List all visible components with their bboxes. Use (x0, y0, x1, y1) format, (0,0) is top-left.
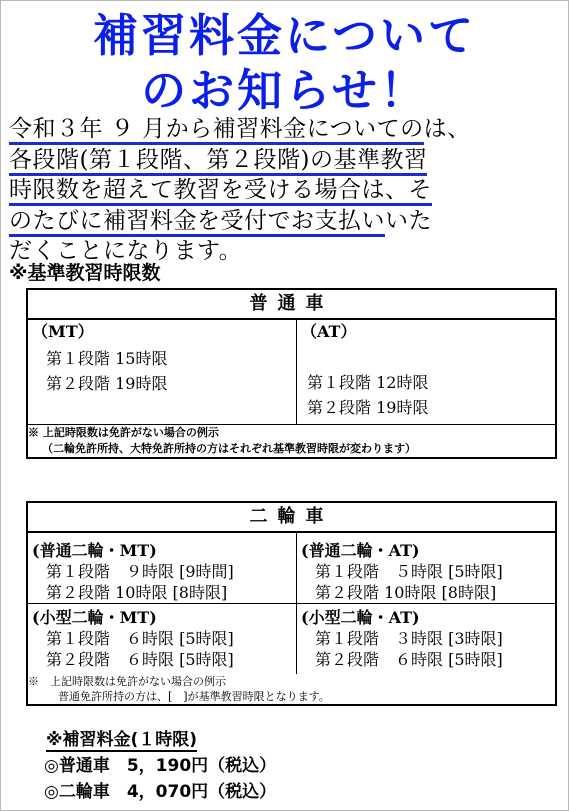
small-mt-stage-2: 第２段階 ６時限 [5時限] (46, 650, 234, 669)
ordinary-mt-label: (普通二輪・MT) (32, 541, 157, 560)
motorcycle-header: 二輪車 (27, 502, 556, 532)
motorcycle-small-mt-cell (27, 604, 297, 675)
motorcycle-note-line-2: 普通免許所持の方は、[ ]が基準教習時限となります。 (58, 690, 330, 703)
regular-car-header: 普通車 (27, 289, 556, 319)
title-line-1: 補習料金について (92, 9, 477, 62)
intro-date: 令和３年 ９ 月から (9, 116, 213, 145)
regular-mt-stage-2: 第２段階 19時限 (46, 374, 168, 393)
ordinary-at-label: (普通二輪・AT) (301, 541, 420, 560)
regular-at-stage-2: 第２段階 19時限 (307, 398, 429, 417)
intro-basis: 基準教習 (333, 147, 427, 176)
intro-ending: だくことになります。 (9, 238, 243, 264)
intro-fee-phrase: 補習料金についての (213, 116, 424, 145)
regular-note-line-2: （二輪免許所持、大特免許所持の方はそれぞれ基準教習時限が変わります） (42, 442, 416, 455)
regular-mt-stage-1: 第１段階 15時限 (46, 349, 168, 368)
title-line-2: のお知らせ！ (141, 64, 428, 117)
ordinary-at-stage-2: 第２段階 10時限 [8時限] (315, 583, 497, 602)
basis-heading: ※基準教習時限数 (9, 262, 161, 284)
intro-text-2: いた (385, 207, 432, 234)
motorcycle-note (27, 674, 556, 705)
motorcycle-ordinary-at-cell (297, 532, 557, 604)
fee-motorcycle: ◎二輪車 4，070円（税込） (44, 782, 277, 802)
fees-heading: ※補習料金(１時限) (46, 730, 198, 750)
small-at-label: (小型二輪・AT) (301, 608, 420, 627)
motorcycle-ordinary-mt-cell (27, 532, 297, 604)
ordinary-at-stage-1: 第１段階 ５時限 [5時限] (315, 562, 503, 581)
ordinary-mt-stage-1: 第１段階 ９時限 [9時間] (46, 562, 234, 581)
fees-section (46, 727, 276, 805)
small-mt-label: (小型二輪・MT) (32, 608, 157, 627)
intro-stages: 各段階(第１段階、第２段階)の (9, 147, 333, 176)
ordinary-mt-stage-2: 第２段階 10時限 [8時限] (46, 583, 228, 602)
intro-exceed: 時限数を超えて教習を受ける場合は、そ (9, 177, 432, 206)
motorcycle-note-line-1: ※ 上記時限数は免許がない場合の例示 (28, 675, 226, 688)
regular-mt-label: （MT） (32, 322, 94, 341)
regular-at-cell (297, 319, 557, 425)
fee-regular-car: ◎普通車 5，190円（税込） (44, 756, 277, 776)
intro-payment: のたびに補習料金を受付でお支払い (9, 208, 385, 237)
small-at-stage-2: 第２段階 ６時限 [5時限] (315, 650, 503, 669)
small-mt-stage-1: 第１段階 ６時限 [5時限] (46, 629, 234, 648)
intro-text: は、 (423, 116, 471, 142)
regular-at-stage-1: 第１段階 12時限 (307, 373, 429, 392)
regular-mt-cell (27, 319, 297, 425)
motorcycle-table (26, 501, 557, 706)
regular-note-line-1: ※ 上記時限数は免許がない場合の例示 (28, 426, 219, 439)
regular-note (27, 425, 556, 459)
regular-car-table (26, 288, 557, 459)
regular-at-label: （AT） (301, 322, 357, 341)
notice-title (0, 8, 569, 118)
motorcycle-small-at-cell (297, 604, 557, 675)
small-at-stage-1: 第１段階 ３時限 [3時限] (315, 629, 503, 648)
intro-paragraph (9, 114, 565, 267)
